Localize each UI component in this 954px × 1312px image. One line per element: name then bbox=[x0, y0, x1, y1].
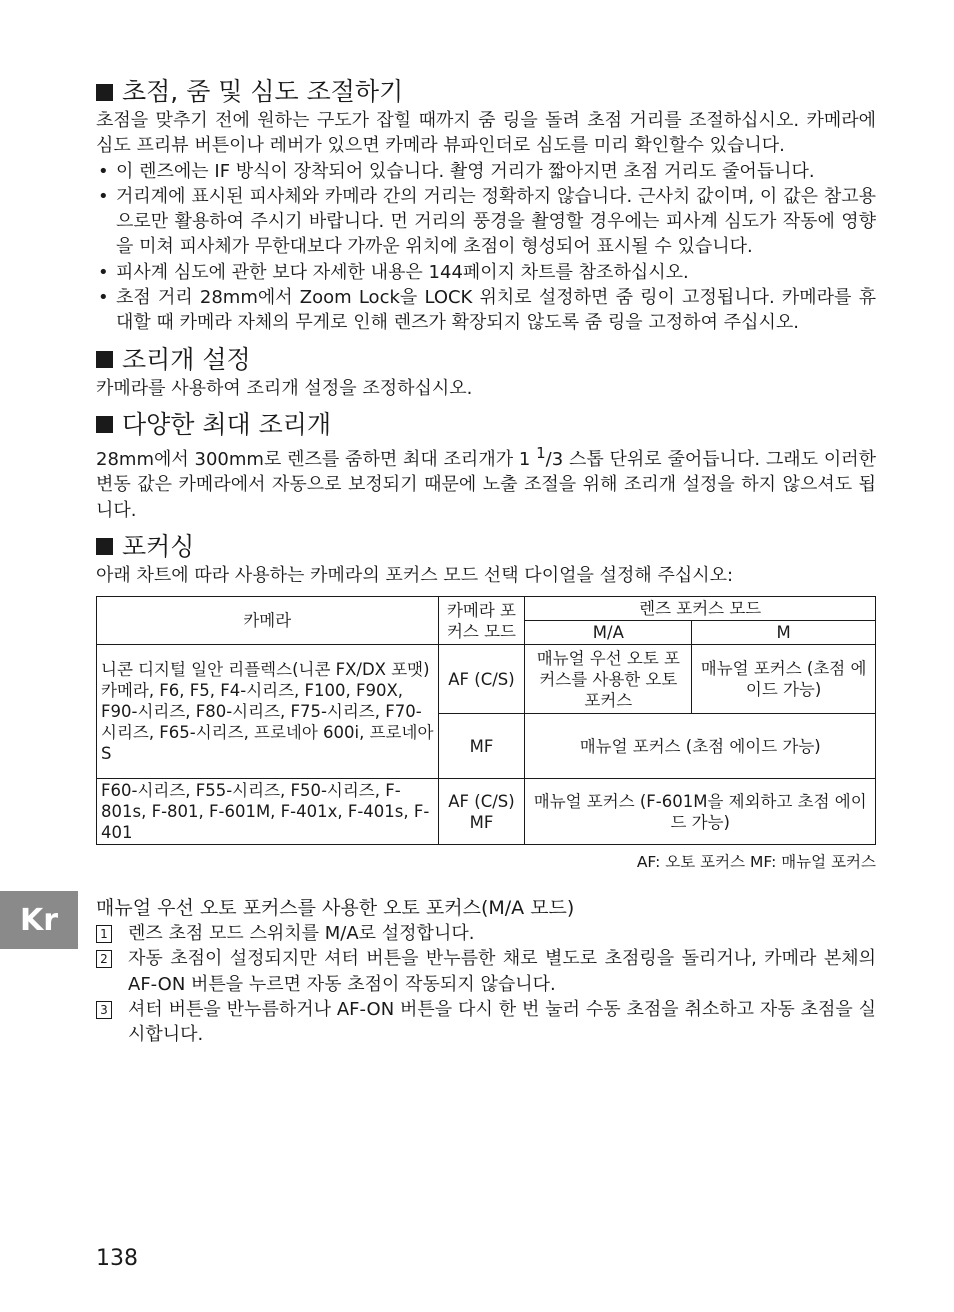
mode-af: AF (C/S) bbox=[438, 645, 525, 714]
mode-group-2: AF (C/S) MF bbox=[438, 779, 525, 845]
section-heading bbox=[96, 344, 876, 376]
section-heading bbox=[96, 531, 876, 563]
section-heading bbox=[96, 409, 876, 441]
cell-mf-both: 매뉴얼 포커스 (초점 에이드 가능) bbox=[525, 714, 876, 779]
step-text: 자동 초점이 설정되지만 셔터 버튼을 반누름한 채로 별도로 초점링을 돌리거나, 카메라 본체의 AF-ON 버튼을 누르면 자동 초점이 작동되지 않습니다. bbox=[128, 948, 876, 995]
header-lens-focus-mode: 렌즈 포커스 모드 bbox=[525, 597, 876, 621]
page-content bbox=[96, 76, 876, 1048]
header-camera-focus-mode: 카메라 포 커스 모드 bbox=[438, 597, 525, 645]
square-bullet-icon bbox=[96, 538, 113, 555]
bullet-item: • 초점 거리 28mm에서 Zoom Lock을 LOCK 위치로 설정하면 줌 링이 고정됩니다. 카메라를 휴대할 때 카메라 자체의 무게로 인해 렌즈가 확장되지 않도록 줌 링을 고정하여 주십시오. bbox=[96, 285, 876, 336]
steps-list bbox=[96, 921, 876, 1047]
language-tab: Kr bbox=[0, 891, 78, 949]
heading-text: 초점, 줌 및 심도 조절하기 bbox=[122, 77, 404, 106]
section-heading bbox=[96, 76, 876, 108]
section-focusing bbox=[96, 531, 876, 588]
cameras-group-1: 니콘 디지털 일안 리플렉스(니콘 FX/DX 포맷) 카메라, F6, F5, F4-시리즈, F100, F90X, F90-시리즈, F80-시리즈, F75-시리즈, F70-시리즈, F65-시리즈, 프로네아 600i, 프로네아 S bbox=[97, 645, 439, 779]
paragraph bbox=[96, 441, 876, 523]
square-bullet-icon bbox=[96, 416, 113, 433]
step-item bbox=[96, 997, 876, 1048]
intro-paragraph: 초점을 맞추기 전에 원하는 구도가 잡힐 때까지 줌 링을 돌려 초점 거리를 조절하십시오. 카메라에 심도 프리뷰 버튼이나 레버가 있으면 카메라 뷰파인더로 심도를 미리 확인할수 있습니다. bbox=[96, 110, 876, 157]
section-variable-aperture bbox=[96, 409, 876, 523]
bullet-item: • 이 렌즈에는 IF 방식이 장착되어 있습니다. 촬영 거리가 짧아지면 초점 거리도 줄어듭니다. bbox=[96, 159, 876, 184]
cameras-group-2: F60-시리즈, F55-시리즈, F50-시리즈, F-801s, F-801, F-601M, F-401x, F-401s, F-401 bbox=[97, 779, 439, 845]
bullet-item: • 거리계에 표시된 피사체와 카메라 간의 거리는 정확하지 않습니다. 근사치 값이며, 이 값은 참고용으로만 활용하여 주시기 바랍니다. 먼 거리의 풍경을 촬영할 경우에는 피사계 심도가 작동에 영향을 미쳐 피사체가 무한대보다 가까운 위치에 초점이 형성되어 표시될 수 있습니다. bbox=[96, 184, 876, 260]
header-camera: 카메라 bbox=[97, 597, 439, 645]
square-bullet-icon bbox=[96, 84, 113, 101]
square-bullet-icon bbox=[96, 351, 113, 368]
step-text: 셔터 버튼을 반누름하거나 AF-ON 버튼을 다시 한 번 눌러 수동 초점을 취소하고 자동 초점을 실시합니다. bbox=[128, 999, 876, 1046]
mode-mf: MF bbox=[438, 714, 525, 779]
text-part: 28mm에서 300mm로 렌즈를 줌하면 최대 조리개가 1 bbox=[96, 448, 537, 470]
page-number: 138 bbox=[96, 1246, 138, 1271]
heading-text: 조리개 설정 bbox=[122, 344, 251, 374]
step-item bbox=[96, 946, 876, 997]
section-aperture-setting bbox=[96, 344, 876, 401]
header-ma: M/A bbox=[525, 621, 692, 645]
cell-ma-af: 매뉴얼 우선 오토 포커스를 사용한 오토 포커스 bbox=[525, 645, 692, 714]
paragraph: 아래 차트에 따라 사용하는 카메라의 포커스 모드 선택 다이얼을 설정해 주십시오: bbox=[96, 564, 734, 586]
step-number: 1 bbox=[96, 925, 112, 943]
cell-group-2-both: 매뉴얼 포커스 (F-601M을 제외하고 초점 에이드 가능) bbox=[525, 779, 876, 845]
ma-mode-title: 매뉴얼 우선 오토 포커스를 사용한 오토 포커스(M/A 모드) bbox=[96, 897, 575, 920]
step-text: 렌즈 초점 모드 스위치를 M/A로 설정합니다. bbox=[128, 923, 475, 945]
table-note: AF: 오토 포커스 MF: 매뉴얼 포커스 bbox=[636, 853, 876, 872]
step-item bbox=[96, 921, 876, 946]
focus-mode-table bbox=[96, 596, 876, 845]
paragraph: 카메라를 사용하여 조리개 설정을 조정하십시오. bbox=[96, 377, 473, 399]
section-focus-zoom bbox=[96, 76, 876, 336]
step-number: 2 bbox=[96, 950, 112, 968]
text-part: /3 스톱 단위로 줄어듭니다. 그래도 이러한 변동 값은 카메라에서 자동으로 보정되기 때문에 노출 조절을 위해 조리개 설정을 하지 않으셔도 됩니다. bbox=[96, 448, 876, 521]
step-number: 3 bbox=[96, 1001, 112, 1019]
bullet-item: • 피사계 심도에 관한 보다 자세한 내용은 144페이지 차트를 참조하십시오. bbox=[96, 260, 876, 285]
heading-text: 포커싱 bbox=[122, 531, 195, 561]
superscript: 1 bbox=[536, 443, 546, 462]
header-m: M bbox=[692, 621, 876, 645]
heading-text: 다양한 최대 조리개 bbox=[122, 409, 332, 439]
bullet-list bbox=[96, 159, 876, 336]
cell-m-af: 매뉴얼 포커스 (초점 에이드 가능) bbox=[692, 645, 876, 714]
